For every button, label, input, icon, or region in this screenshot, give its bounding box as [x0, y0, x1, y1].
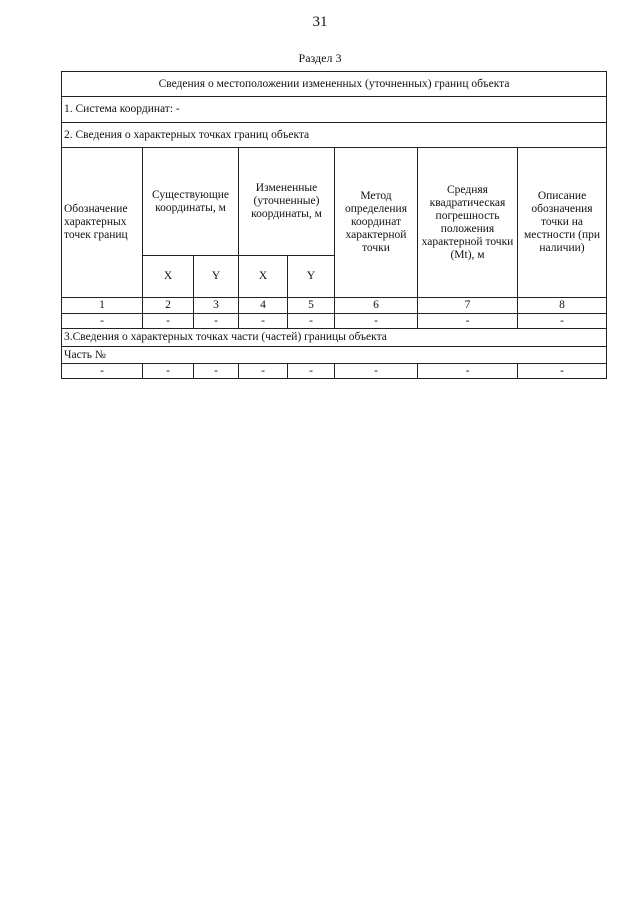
header-x-existing: X [143, 256, 194, 298]
column-number-5: 5 [288, 298, 335, 314]
table-cell: - [418, 314, 518, 329]
header-method: Метод определения координат характерной точки [335, 148, 418, 298]
coordinate-system-row: 1. Система координат: - [62, 97, 607, 123]
header-existing-coordinates: Существующие координаты, м [143, 148, 239, 256]
header-designation: Обозначение характерных точек границ [62, 148, 143, 298]
column-number-4: 4 [239, 298, 288, 314]
table-cell: - [288, 364, 335, 379]
table-cell: - [418, 364, 518, 379]
table-cell: - [239, 314, 288, 329]
table-title: Сведения о местоположении измененных (уточненных) границ объекта [62, 72, 607, 97]
header-y-changed: Y [288, 256, 335, 298]
table-cell: - [143, 364, 194, 379]
column-number-8: 8 [518, 298, 607, 314]
table-cell: - [288, 314, 335, 329]
table-cell: - [335, 314, 418, 329]
header-description: Описание обозначения точки на местности (при наличии) [518, 148, 607, 298]
table-cell: - [518, 314, 607, 329]
header-x-changed: X [239, 256, 288, 298]
table-cell: - [143, 314, 194, 329]
column-number-7: 7 [418, 298, 518, 314]
section-title: Раздел 3 [298, 51, 342, 65]
table-cell: - [194, 314, 239, 329]
part-number-label: Часть № [62, 347, 607, 364]
column-number-6: 6 [335, 298, 418, 314]
column-number-1: 1 [62, 298, 143, 314]
table-row [62, 364, 607, 379]
parts-section-title: 3.Сведения о характерных точках части (частей) границы объекта [62, 329, 607, 347]
points-section-title: 2. Сведения о характерных точках границ объекта [62, 123, 607, 148]
table-cell: - [62, 314, 143, 329]
table-cell: - [518, 364, 607, 379]
header-changed-coordinates: Измененные (уточненные) координаты, м [239, 148, 335, 256]
table-row [62, 314, 607, 329]
table-cell: - [335, 364, 418, 379]
page-number: 31 [312, 14, 328, 30]
column-number-2: 2 [143, 298, 194, 314]
table-cell: - [194, 364, 239, 379]
header-y-existing: Y [194, 256, 239, 298]
boundary-points-table [61, 71, 607, 379]
column-number-3: 3 [194, 298, 239, 314]
header-error: Средняя квадратическая погрешность положения характерной точки (Mt), м [418, 148, 518, 298]
table-cell: - [239, 364, 288, 379]
table-cell: - [62, 364, 143, 379]
